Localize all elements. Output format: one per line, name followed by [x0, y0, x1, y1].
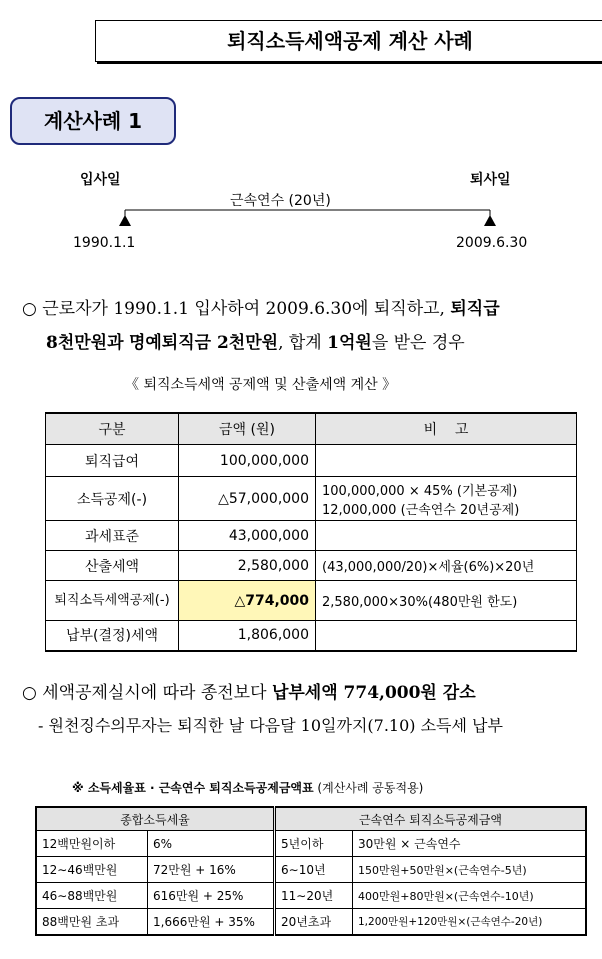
table-cell: 1,666만원 + 35% [148, 909, 275, 936]
table-row [46, 521, 577, 551]
summary-line-2: - 원천징수의무자는 퇴직한 날 다음달 10일까지(7.10) 소득세 납부 [38, 716, 503, 735]
summary-text: ○ 세액공제실시에 따라 종전보다 [22, 683, 267, 703]
end-marker-icon [484, 215, 496, 226]
table-row [36, 857, 586, 883]
table-header: 근속연수 퇴직소득공제금액 [275, 807, 587, 831]
row-note [316, 621, 577, 651]
row-note: (43,000,000/20)×세율(6%)×20년 [316, 551, 577, 581]
table-header: 금액 (원) [179, 413, 316, 445]
row-label: 산출세액 [46, 551, 179, 581]
row-label: 퇴직급여 [46, 445, 179, 477]
table-row [46, 581, 577, 621]
row-note [316, 445, 577, 477]
table-header: 종합소득세율 [36, 807, 275, 831]
table-header-row [36, 807, 586, 831]
table-row [46, 551, 577, 581]
period-label: 근속연수 (20년) [230, 193, 331, 209]
table-cell: 72만원 + 16% [148, 857, 275, 883]
table-cell: 46∼88백만원 [36, 883, 148, 909]
table-cell: 400만원+80만원×(근속연수-10년) [353, 883, 587, 909]
table-cell: 616만원 + 25% [148, 883, 275, 909]
table-cell: 12∼46백만원 [36, 857, 148, 883]
table-row [46, 621, 577, 651]
intro-bold: 1억원 [327, 333, 372, 353]
note-line: 100,000,000 × 45% (기본공제) [322, 483, 518, 499]
table-cell: 30만원 × 근속연수 [353, 831, 587, 857]
row-note [316, 477, 577, 521]
row-amount-highlight: △774,000 [179, 581, 316, 621]
timeline-graphic [110, 200, 510, 230]
intro-bold: 8천만원과 [46, 333, 124, 353]
end-date: 2009.6.30 [456, 235, 528, 251]
table-cell: 11∼20년 [275, 883, 353, 909]
row-amount: 1,806,000 [179, 621, 316, 651]
table-row [46, 445, 577, 477]
end-label: 퇴사일 [470, 172, 511, 188]
row-label: 과세표준 [46, 521, 179, 551]
table-cell: 88백만원 초과 [36, 909, 148, 936]
table1-caption: 《 퇴직소득세액 공제액 및 산출세액 계산 》 [125, 377, 397, 393]
page-title: 퇴직소득세액공제 계산 사례 [95, 20, 602, 62]
row-amount: 43,000,000 [179, 521, 316, 551]
table-row [36, 909, 586, 936]
intro-text: , 합계 [278, 333, 322, 353]
start-date: 1990.1.1 [73, 235, 136, 251]
row-note: 2,580,000×30%(480만원 한도) [316, 581, 577, 621]
intro-text: ○ 근로자가 1990.1.1 입사하여 2009.6.30에 퇴직하고, [22, 299, 445, 319]
table-row [46, 477, 577, 521]
table-row [36, 831, 586, 857]
row-amount: 2,580,000 [179, 551, 316, 581]
intro-line-2 [46, 328, 465, 353]
row-amount: △57,000,000 [179, 477, 316, 521]
table-header: 구분 [46, 413, 179, 445]
table-cell: 1,200만원+120만원×(근속연수-20년) [353, 909, 587, 936]
caption-bold: ※ 소득세율표 · 근속연수 퇴직소득공제금액표 [72, 781, 314, 795]
table-cell: 12백만원이하 [36, 831, 148, 857]
row-amount: 100,000,000 [179, 445, 316, 477]
table-cell: 6∼10년 [275, 857, 353, 883]
row-note [316, 521, 577, 551]
table2-caption [72, 779, 423, 796]
case-badge: 계산사례 1 [10, 97, 176, 145]
table-header: 비 고 [316, 413, 577, 445]
note-line: 12,000,000 (근속연수 20년공제) [322, 502, 520, 518]
deduction-table [45, 412, 577, 652]
summary-line-1 [22, 678, 476, 703]
intro-text: 을 받은 경우 [371, 333, 465, 353]
rate-table [35, 806, 587, 936]
intro-bold: 명예퇴직금 2천만원 [128, 333, 279, 353]
table-cell: 150만원+50만원×(근속연수-5년) [353, 857, 587, 883]
intro-bold: 퇴직급 [450, 299, 500, 319]
intro-line-1 [22, 294, 500, 319]
table-cell: 20년초과 [275, 909, 353, 936]
table-cell: 6% [148, 831, 275, 857]
table-cell: 5년이하 [275, 831, 353, 857]
row-label: 퇴직소득세액공제(-) [46, 581, 179, 621]
table-row [36, 883, 586, 909]
row-label: 납부(결정)세액 [46, 621, 179, 651]
start-label: 입사일 [80, 172, 121, 188]
row-label: 소득공제(-) [46, 477, 179, 521]
start-marker-icon [119, 215, 131, 226]
summary-bold: 납부세액 774,000원 감소 [271, 683, 476, 703]
caption-text: (계산사례 공동적용) [317, 781, 424, 795]
table-header-row [46, 413, 577, 445]
